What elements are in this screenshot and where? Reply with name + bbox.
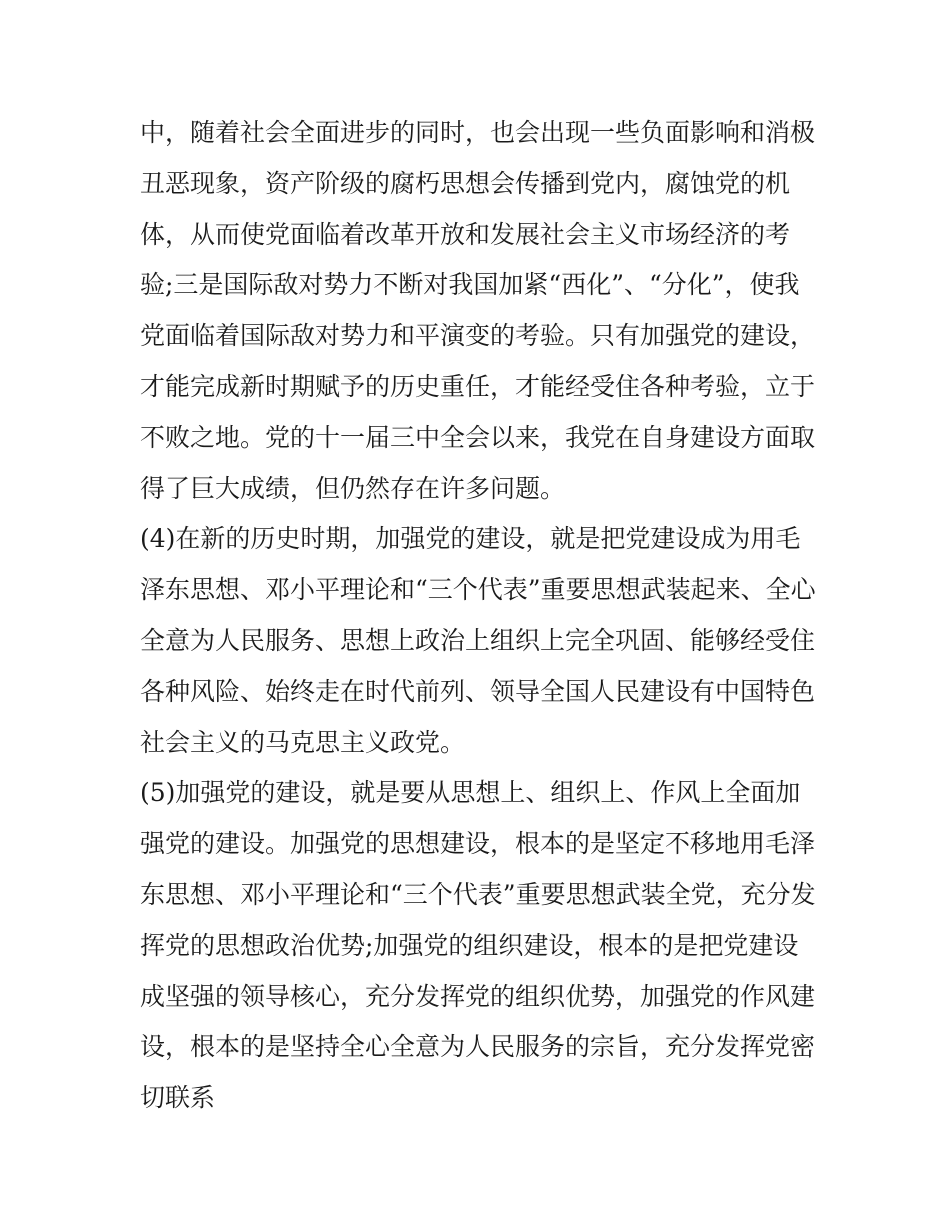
text-line: 不败之地。党的十一届三中全会以来，我党在自身建设方面取: [140, 422, 816, 452]
text-line: 党面临着国际敌对势力和平演变的考验。只有加强党的建设，: [140, 321, 816, 351]
text-line: 才能完成新时期赋予的历史重任，才能经受住各种考验，立于: [140, 371, 816, 401]
text-line: 设，根本的是坚持全心全意为人民服务的宗旨，充分发挥党密: [140, 1032, 816, 1062]
text-line: 挥党的思想政治优势;加强党的组织建设，根本的是把党建设: [140, 930, 799, 960]
text-line: 得了巨大成绩，但仍然存在许多问题。: [140, 473, 566, 503]
text-line: 丑恶现象，资产阶级的腐朽思想会传播到党内，腐蚀党的机: [140, 168, 791, 198]
text-line: 社会主义的马克思主义政党。: [140, 727, 466, 757]
text-line: (5)加强党的建设，就是要从思想上、组织上、作风上全面加: [140, 778, 801, 808]
text-line: 中，随着社会全面进步的同时，也会出现一些负面影响和消极: [140, 118, 816, 147]
text-line: (4)在新的历史时期，加强党的建设，就是把党建设成为用毛: [140, 524, 801, 554]
text-line: 切联系: [140, 1083, 216, 1113]
body-text: [140, 108, 820, 1124]
text-line: 东思想、邓小平理论和“三个代表”重要思想武装全党，充分发: [140, 879, 816, 909]
text-line: 验;三是国际敌对势力不断对我国加紧“西化”、“分化”，使我: [140, 270, 800, 300]
text-line: 泽东思想、邓小平理论和“三个代表”重要思想武装起来、全心: [140, 575, 816, 605]
text-line: 体，从而使党面临着改革开放和发展社会主义市场经济的考: [140, 219, 791, 249]
text-line: 全意为人民服务、思想上政治上组织上完全巩固、能够经受住: [140, 625, 816, 655]
text-line: 各种风险、始终走在时代前列、领导全国人民建设有中国特色: [140, 676, 816, 706]
text-line: 成坚强的领导核心，充分发挥党的组织优势，加强党的作风建: [140, 981, 816, 1011]
text-line: 强党的建设。加强党的思想建设，根本的是坚定不移地用毛泽: [140, 829, 816, 859]
